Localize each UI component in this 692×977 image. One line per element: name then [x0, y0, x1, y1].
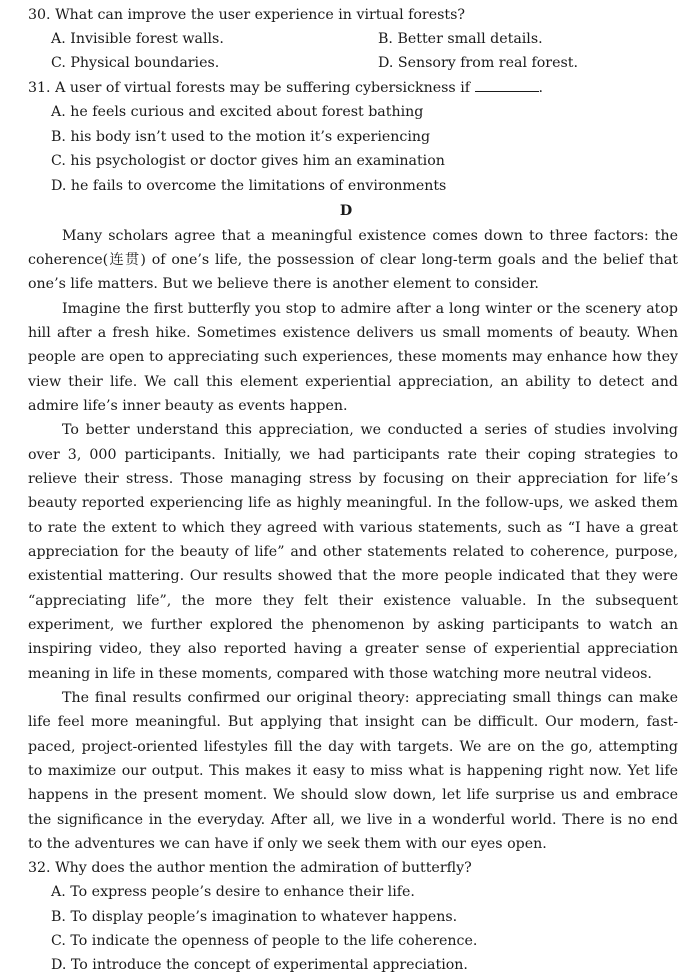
passage-line: To better understand this appreciation, we conducted a series of studies involving	[62, 422, 678, 438]
passage-line: to the adventures we can have if only we seek them with our eyes open.	[28, 836, 547, 852]
passage-line: paced, project-oriented lifestyles fill the day with targets. We are on the go, attempting	[28, 739, 678, 755]
passage-line: to rate the extent to which they agreed with various statements, such as “I have a great	[28, 520, 678, 536]
passage-line: happens in the present moment. We should slow down, let life surprise us and embrace	[28, 787, 678, 803]
question-31-stem	[28, 76, 678, 100]
question-30-option-c: C. Physical boundaries.	[51, 55, 220, 71]
question-32-option-b: B. To display people’s imagination to whatever happens.	[51, 909, 458, 925]
passage-line: one’s life matters. But we believe there is another element to consider.	[28, 276, 539, 292]
passage-line: the significance in the everyday. After all, we live in a wonderful world. There is no end	[28, 812, 678, 828]
passage-line: to maximize our output. This makes it easy to miss what is happening right now. Yet life	[28, 763, 678, 779]
question-31-option-b: B. his body isn’t used to the motion it’s experiencing	[51, 129, 431, 145]
question-31-stem-end: .	[538, 80, 544, 96]
question-31-option-d: D. he fails to overcome the limitations of environments	[51, 178, 447, 194]
passage-line: people are open to appreciating such experiences, these moments may enhance how they	[28, 349, 678, 365]
passage-line: “appreciating life”, the more they felt their existence valuable. In the subsequent	[28, 593, 678, 609]
passage-line: appreciation for the beauty of life” and other statements related to coherence, purpose,	[28, 544, 678, 560]
answer-blank	[475, 77, 539, 92]
question-30-option-a: A. Invisible forest walls.	[51, 31, 224, 47]
question-31-stem-text: 31. A user of virtual forests may be suffering cybersickness if	[28, 80, 471, 96]
question-32-option-a: A. To express people’s desire to enhance their life.	[51, 884, 415, 900]
question-31-option-a: A. he feels curious and excited about forest bathing	[51, 104, 424, 120]
question-32-stem: 32. Why does the author mention the admiration of butterfly?	[28, 860, 472, 876]
passage-line: life feel more meaningful. But applying that insight can be difficult. Our modern, fast-	[28, 714, 678, 730]
question-32-option-d: D. To introduce the concept of experimental appreciation.	[51, 957, 468, 973]
passage-line: hill after a fresh hike. Sometimes existence delivers us small moments of beauty. When	[28, 325, 678, 341]
passage-line: coherence(连贯) of one’s life, the possession of clear long-term goals and the belief that	[28, 252, 678, 268]
question-32-option-c: C. To indicate the openness of people to the life coherence.	[51, 933, 478, 949]
passage-line: experiment, we further explored the phenomenon by asking participants to watch an	[28, 617, 678, 633]
question-30-option-b: B. Better small details.	[378, 31, 543, 47]
passage-line: beauty reported experiencing life as highly meaningful. In the follow-ups, we asked them	[28, 495, 678, 511]
passage-line: view their life. We call this element experiential appreciation, an ability to detect and	[28, 374, 678, 390]
section-heading: D	[339, 203, 353, 219]
passage-line: meaning in life in these moments, compared with those watching more neutral videos.	[28, 666, 652, 682]
passage-line: Imagine the first butterfly you stop to admire after a long winter or the scenery atop	[62, 301, 678, 317]
passage-line: Many scholars agree that a meaningful existence comes down to three factors: the	[62, 228, 678, 244]
passage-line: The final results confirmed our original theory: appreciating small things can make	[62, 690, 678, 706]
passage-line: relieve their stress. Those managing stress by focusing on their appreciation for life’s	[28, 471, 678, 487]
question-31-option-c: C. his psychologist or doctor gives him an examination	[51, 153, 445, 169]
passage-line: inspiring video, they also reported having a greater sense of experiential appreciation	[28, 641, 678, 657]
passage-line: over 3, 000 participants. Initially, we had participants rate their coping strategies to	[28, 447, 678, 463]
passage-line: admire life’s inner beauty as events happen.	[28, 398, 348, 414]
question-30-option-d: D. Sensory from real forest.	[378, 55, 578, 71]
passage-line: existential mattering. Our results showed that the more people indicated that they were	[28, 568, 678, 584]
question-30-stem: 30. What can improve the user experience in virtual forests?	[28, 7, 465, 23]
